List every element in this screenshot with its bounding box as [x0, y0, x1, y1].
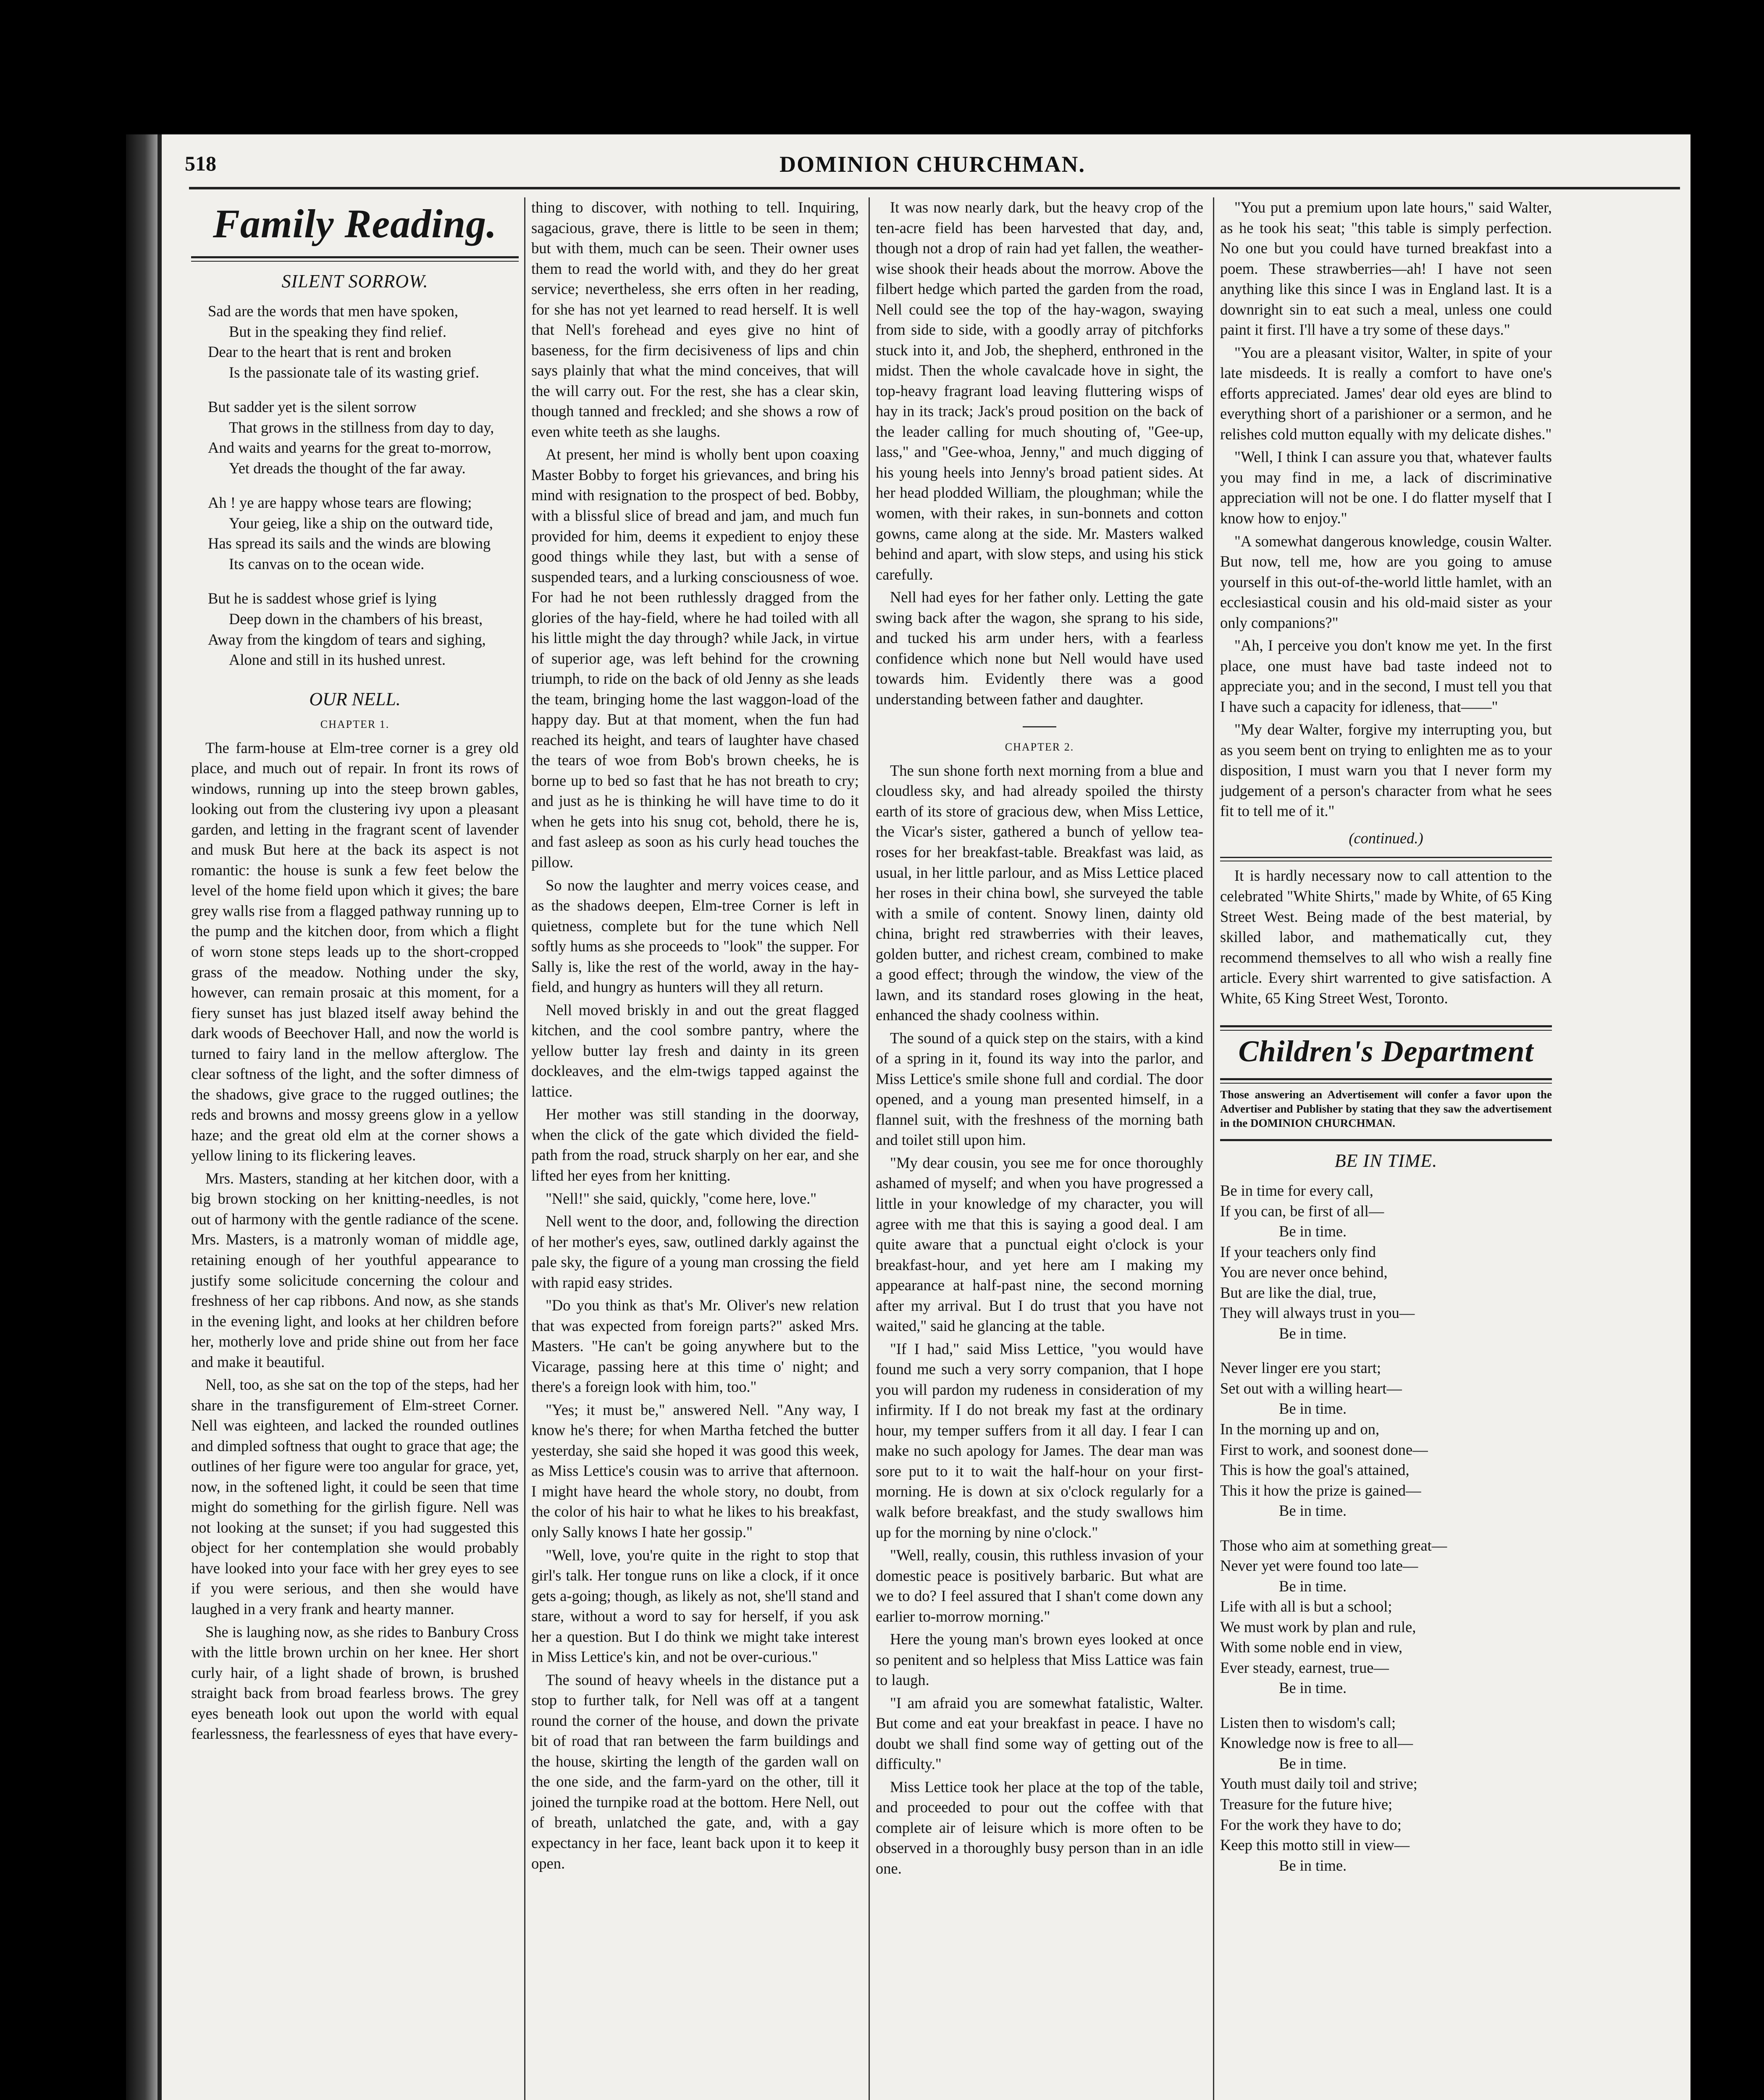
chapter-heading: CHAPTER 2. — [1005, 741, 1074, 753]
column-divider — [869, 197, 870, 2100]
poem-line: But in the speaking they find relief. — [229, 323, 446, 340]
poem-line: This it how the prize is gained— — [1220, 1481, 1421, 1499]
section-title-family-reading: Family Reading. — [213, 201, 497, 246]
poem-title: BE IN TIME. — [1334, 1150, 1438, 1171]
story-paragraph: "Ah, I perceive you don't know me yet. In the first place, one must have bad taste indeed not to appreciate you; and in the second, I must tell you that I have such a capacity for idleness, that——" — [1220, 637, 1552, 715]
story-paragraph: "My dear cousin, you see me for once thoroughly ashamed of myself; and when you have progressed a little in your knowledge of my character, you will agree with me that this is saying a good deal. I am quite aware that a punctual eight o'clock is your breakfast-hour, and yet here am I making my appearance at half-past nine, the second morning after my arrival. But I do trust that you have not waited," said he glancing at the table. — [876, 1154, 1203, 1335]
poem-line: That grows in the stillness from day to day, — [229, 418, 494, 436]
poem-line: Ah ! ye are happy whose tears are flowing; — [208, 494, 472, 512]
poem-stanza — [1220, 1713, 1552, 1876]
story-paragraph: So now the laughter and merry voices cease, and as the shadows deepen, Elm-tree Corner is left in quietness, complete but for the tune which Nell softly hums as she proceeds to "look" the supper. For Sally is, like the rest of the world, away in the hay-field, and hungry as hunters will they all return. — [531, 876, 859, 996]
story-paragraph: "If I had," said Miss Lettice, "you would have found me such a very sorry companion, that I hope you will pardon my rudeness in consideration of my infirmity. If I do not break my fast at the ordinary hour, my temper suffers from it all day. I fear I can make no such apology for James. The dear man was sore put to it to wait the half-hour on your first-morning. He is down at six o'clock regularly for a walk before breakfast, and the study swallows him up for the morning by nine o'clock." — [876, 1340, 1203, 1541]
story-paragraph: The farm-house at Elm-tree corner is a grey old place, and much out of repair. In front its rows of windows, running up into the steep brown gables, looking out from the clustering ivy upon a pleasant garden, and letting in the fragrant scent of lavender and musk But here at the back its aspect is not romantic: the house is sunk a few feet below the level of the home field upon which it gives; the bare grey walls rise from a flagged pathway running up to the pump and the kitchen door, from which a flight of worn stone steps leads up to the short-cropped grass of the meadow. Nothing under the sky, however, can remain prosaic at this moment, for a fiery sunset has just blazed itself away behind the dark woods of Beechover Hall, and now the world is turned to fairy land in the mellow afterglow. The clear softness of the light, and the softer dimness of the shadows, give grace to the rugged outlines; the reds and browns and mossy greens glow in a yellow haze; and the great old elm at the corner shows a yellow lining to its flickering leaves. — [191, 739, 519, 1164]
story-paragraph: She is laughing now, as she rides to Banbury Cross with the little brown urchin on her knee. Her short curly hair, of a light shade of brown, is brushed straight back from broad fearless brows. The grey eyes beneath look out upon the world with equal fearlessness, the fearlessness of eyes that have every- — [191, 1623, 519, 1743]
poem-line: Listen then to wisdom's call; — [1220, 1714, 1396, 1731]
story-paragraph: Here the young man's brown eyes looked at once so penitent and so helpless that Miss Lattice was fain to laugh. — [876, 1630, 1203, 1689]
chapter-heading: CHAPTER 1. — [320, 718, 390, 731]
story-paragraph: "Well, I think I can assure you that, whatever faults you may find in me, a lack of discriminative appreciation will not be one. I do flatter myself that I know how to enjoy." — [1220, 448, 1552, 527]
story-paragraph: thing to discover, with nothing to tell. Inquiring, sagacious, grave, there is little to be seen in them; but with them, much can be seen. Their owner uses them to read the world with, and they do her great service; nevertheless, she errs often in her reading, for she has not yet learned to read herself. It is well that Nell's forehead and eyes give no hint of baseness, for the firm decisiveness of lips and chin says plainly that what the mind conceives, that will the will carry out. For the rest, she has a clear skin, though tanned and freckled; and she shows a row of even white teeth as she laughs. — [531, 199, 859, 440]
story-paragraph: "Do you think as that's Mr. Oliver's new relation that was expected from foreign parts?" asked Mrs. Masters. "He can't be going anywhere but to the Vicarage, passing here at this time o' night; and there's a foreign look with him, too." — [531, 1297, 859, 1396]
poem-line: In the morning up and on, — [1220, 1420, 1380, 1438]
poem-line: Ever steady, earnest, true— — [1220, 1659, 1389, 1676]
story-paragraph: Nell moved briskly in and out the great flagged kitchen, and the cool sombre pantry, where the yellow butter lay fresh and dainty in its green dockleaves, and the elm-twigs tapped against the lattice. — [531, 1001, 859, 1100]
poem-line: Be in time. — [1279, 1856, 1347, 1874]
poem-line: Your geieg, like a ship on the outward tide, — [229, 514, 493, 532]
poem-line: Keep this motto still in view— — [1220, 1836, 1410, 1854]
continued-note: (continued.) — [1349, 829, 1423, 847]
story-paragraph: At present, her mind is wholly bent upon coaxing Master Bobby to forget his grievances, and bring his mind with resignation to the prospect of bed. Bobby, with a blissful slice of bread and jam, and much fun provided for him, deems it expedient to enjoy these good things while they last, but with a sense of suspended tears, and a lurking consciousness of woe. For had he not been ruthlessly dragged from the glories of the hay-field, where he had toiled with all his little might the day through? while Jack, in virtue of superior age, was left behind for the crowning triumph, to ride on the back of old Jenny as she leads the team, bringing home the last waggon-load of the happy day. But at that moment, when the fun had reached its height, and tears of laughter have chased the tears of woe from Bob's brown cheeks, he is borne up to bed so fast that he has not breath to cry; and just as he is thinking he will have time to do it when he gets into his snug cot, behold, there he is, and fast asleep as soon as his curly head touches the pillow. — [531, 446, 859, 871]
story-paragraph: Nell, too, as she sat on the top of the steps, had her share in the transfigurement of Elm-street Corner. Nell was eighteen, and lacked the rounded outlines and dimpled softness that ought to grace that age; the outlines of her figure were too angular for grace, yet, now, in the softened light, it could be seen that time might do something for the girlish figure. Nell was not looking at the sunset; if you had suggested this object for her contemplation she would probably have looked into your face with her grey eyes to see if you were serious, and then she would have laughed in a very frank and hearty manner. — [191, 1376, 519, 1618]
poem-line: Away from the kingdom of tears and sighing, — [208, 630, 486, 648]
poem-line: Dear to the heart that is rent and broken — [208, 343, 452, 361]
poem-line: Be in time. — [1279, 1324, 1347, 1342]
story-paragraph: "I am afraid you are somewhat fatalistic, Walter. But come and eat your breakfast in peace. I have no doubt we shall find some way of getting out of the difficulty." — [876, 1694, 1203, 1773]
poem-be-in-time — [1220, 1181, 1552, 1876]
poem-stanza — [191, 588, 519, 670]
column-divider — [524, 197, 525, 2100]
story-paragraph: "Yes; it must be," answered Nell. "Any way, I know he's there; for when Martha fetched the butter yesterday, she said she hoped it was good this week, as Miss Lettice's cousin was to arrive that afternoon. I might have heard the whole story, no doubt, from the color of his hair to what he likes to his breakfast, only Sally knows I hate her gossip." — [531, 1401, 859, 1541]
column-4 — [1220, 197, 1552, 1890]
story-paragraph: It was now nearly dark, but the heavy crop of the ten-acre field has been harvested that day, and, though not a drop of rain had yet fallen, the weather-wise shook their heads about the morrow. Above the filbert hedge which parted the garden from the road, Nell could see the top of the hay-wagon, swaying from side to side, with a goodly array of pitchforks stuck into it, and Job, the shepherd, enthroned in the midst. Then the whole cavalcade hove in sight, the top-heavy fragrant load leaving fluttering wisps of hay in its track; Jack's proud position on the back of the leader calling for much shouting of, "Gee-up, lass," and "Gee-whoa, Jenny," and much digging of his young heels into Jenny's broad patient sides. At her head plodded William, the ploughman; while the women, with their rakes, in sun-bonnets and cotton gowns, came along at the side. Mr. Masters walked behind and apart, with slow steps, and using his stick carefully. — [876, 199, 1203, 583]
poem-line: But sadder yet is the silent sorrow — [208, 398, 417, 416]
poem-line: Treasure for the future hive; — [1220, 1796, 1393, 1813]
poem-stanza — [191, 301, 519, 383]
advertisement — [1220, 866, 1552, 1008]
poem-line: Alone and still in its hushed unrest. — [229, 651, 446, 669]
poem-line: Be in time. — [1279, 1754, 1347, 1772]
advertiser-notice: Those answering an Advertisement will confer a favor upon the Advertiser and Publisher by stating that they saw the advertisement in the DOMINION CHURCHMAN. — [1220, 1088, 1552, 1129]
poem-line: You are never once behind, — [1220, 1263, 1388, 1281]
poem-line: Set out with a willing heart— — [1220, 1379, 1402, 1397]
poem-stanza — [1220, 1358, 1552, 1521]
poem-line: Never linger ere you start; — [1220, 1359, 1381, 1377]
poem-line: For the work they have to do; — [1220, 1816, 1402, 1833]
poem-line: Is the passionate tale of its wasting grief. — [229, 363, 480, 381]
story-paragraph: The sound of heavy wheels in the distance put a stop to further talk, for Nell was off at a tangent round the corner of the house, and down the private bit of road that ran between the farm buildings and the house, skirting the length of the garden wall on the one side, and the farm-yard on the other, till it joined the turnpike road at the bottom. Here Nell, out of breath, unlatched the gate, and, with a gay expectancy in her face, leant back upon it to keep it open. — [531, 1671, 859, 1872]
section-rule — [1220, 1139, 1552, 1141]
page-number: 518 — [185, 152, 216, 175]
story-paragraph: Mrs. Masters, standing at her kitchen door, with a big brown stocking on her knitting-needles, is not out of harmony with the gentle radiance of the scene. Mrs. Masters, is a matronly woman of middle age, retaining enough of her youthful appearance to justify some solicitude concerning the colour and freshness of her cap ribbons. And now, as she stands in the evening light, and looks at her children before her, motherly love and pride shine out from her face and make it beautiful. — [191, 1169, 519, 1370]
story-paragraph: Miss Lettice took her place at the top of the table, and proceeded to pour out the coffee with that complete air of leisure which is more often to be observed in a thoroughly busy person than in an idle one. — [876, 1778, 1203, 1877]
poem-line: Its canvas on to the ocean wide. — [229, 555, 425, 572]
poem-stanza — [1220, 1536, 1552, 1698]
poem-silent-sorrow — [191, 301, 519, 670]
story-paragraph: Her mother was still standing in the doorway, when the click of the gate which divided the field-path from the road, struck sharply on her ear, and she lifted her eyes from her knitting. — [531, 1105, 859, 1184]
poem-line: Deep down in the chambers of his breast, — [229, 610, 483, 628]
story-paragraph: Nell had eyes for her father only. Letting the gate swing back after the wagon, she sprang to his side, and tucked his arm under hers, with a fearless confidence which none but Nell would have used towards him. Evidently there was a good understanding between father and daughter. — [876, 588, 1203, 708]
story-paragraph: The sun shone forth next morning from a blue and cloudless sky, and had already spoiled the thirsty earth of its store of gracious dew, when Miss Lettice, the Vicar's sister, gathered a bunch of yellow tea-roses for her breakfast-table. Breakfast was laid, as usual, in her little parlour, and as Miss Lettice placed her roses in their china bowl, she surveyed the table with a smile of content. Snowy linen, dainty old china, bright red strawberries with their leaves, golden butter, and richest cream, combined to make a good effect; through the window, the view of the lawn, and its standard roses glowing in the heat, enhanced the shady coolness within. — [876, 761, 1203, 1024]
poem-stanza — [191, 397, 519, 478]
divider — [1023, 726, 1056, 727]
binding-gutter — [126, 134, 158, 2100]
poem-line: If you can, be first of all— — [1220, 1202, 1384, 1220]
header-rule — [189, 187, 1680, 189]
section-title-childrens-department: Children's Department — [1238, 1034, 1534, 1068]
poem-line: If your teachers only find — [1220, 1243, 1376, 1260]
poem-line: Be in time for every call, — [1220, 1182, 1373, 1200]
poem-line: Life with all is but a school; — [1220, 1598, 1392, 1615]
story-paragraph: "My dear Walter, forgive my interrupting you, but as you seem bent on trying to enlighten me as to your disposition, I must warn you that I never form my judgement of a person's character from what he sees fit to tell me of it." — [1220, 721, 1552, 820]
masthead: DOMINION CHURCHMAN. — [780, 152, 1085, 177]
story-paragraph: The sound of a quick step on the stairs, with a kind of a spring in it, found its way into the parlor, and Miss Lettice's smile shone full and cordial. The door opened, and a young man presented himself, in a flannel suit, with the freshness of the morning bath and toilet still upon him. — [876, 1029, 1203, 1149]
section-rule — [1220, 1025, 1552, 1031]
poem-line: But are like the dial, true, — [1220, 1284, 1376, 1301]
poem-line: Yet dreads the thought of the far away. — [229, 459, 466, 477]
poem-line: Those who aim at something great— — [1220, 1536, 1447, 1554]
poem-line: Knowledge now is free to all— — [1220, 1734, 1413, 1752]
poem-line: Be in time. — [1279, 1577, 1347, 1595]
story-title: OUR NELL. — [309, 688, 401, 709]
story-paragraph: "You put a premium upon late hours," said Walter, as he took his seat; "this table is simply perfection. No one but you could have turned breakfast into a poem. These strawberries—ah! I have not seen anything like this since I was in England last. It is a downright sin to eat such a meal, unless one could paint it first. I'll have a try some of these days." — [1220, 199, 1552, 339]
poem-line: We must work by plan and rule, — [1220, 1618, 1416, 1635]
poem-stanza — [1220, 1181, 1552, 1344]
poem-line: And waits and yearns for the great to-morrow, — [208, 439, 491, 457]
advertisement-text: It is hardly necessary now to call attention to the celebrated "White Shirts," made by White, of 65 King Street West. Being made of the best material, by skilled labor, and mathematically cut, they recommend themselves to all who wish a really fine article. Every shirt warrented to give satisfaction. A White, 65 King Street West, Toronto. — [1220, 867, 1552, 1007]
poem-line: First to work, and soonest done— — [1220, 1441, 1428, 1458]
poem-line: Be in time. — [1279, 1223, 1347, 1240]
section-rule — [191, 256, 519, 262]
column-3 — [876, 197, 1203, 1882]
story-paragraph: "You are a pleasant visitor, Walter, in spite of your late misdeeds. It is really a comfort to have one's efforts appreciated. James' dear old eyes are blind to everything short of a parishioner or a sermon, and he relishes cold mutton equally with my delicate dishes." — [1220, 344, 1552, 443]
story-paragraph: "Well, love, you're quite in the right to stop that girl's talk. Her tongue runs on like a clock, if it once gets a-going; though, as likely as not, she'll stand and stare, without a word to say for herself, if you ask her a question. But I do think we might take interest in Miss Lettice's kin, and not be over-curious." — [531, 1546, 859, 1666]
poem-line: With some noble end in view, — [1220, 1638, 1403, 1656]
poem-line: Has spread its sails and the winds are blowing — [208, 535, 491, 552]
story-paragraph: "Well, really, cousin, this ruthless invasion of your domestic peace is positively barbaric. But what are we to do? I feel assured that I shan't come down any earlier to-morrow morning." — [876, 1546, 1203, 1625]
poem-line: Be in time. — [1279, 1400, 1347, 1418]
story-paragraph: Nell went to the door, and, following the direction of her mother's eyes, saw, outlined darkly against the pale sky, the figure of a young man crossing the field with rapid easy strides. — [531, 1213, 859, 1291]
column-2 — [531, 197, 859, 1876]
poem-title: SILENT SORROW. — [281, 270, 428, 291]
poem-line: Sad are the words that men have spoken, — [208, 302, 458, 320]
poem-line: Never yet were found too late— — [1220, 1557, 1418, 1575]
story-paragraph: "Nell!" she said, quickly, "come here, love." — [546, 1189, 817, 1207]
poem-line: But he is saddest whose grief is lying — [208, 590, 437, 607]
column-divider — [1213, 197, 1214, 2100]
poem-stanza — [191, 493, 519, 574]
poem-line: Youth must daily toil and strive; — [1220, 1775, 1418, 1793]
section-rule — [1220, 1078, 1552, 1084]
poem-line: This is how the goal's attained, — [1220, 1461, 1410, 1479]
section-rule — [1220, 857, 1552, 861]
story-paragraph: "A somewhat dangerous knowledge, cousin Walter. But now, tell me, how are you going to amuse yourself in this out-of-the-world little hamlet, with an ecclesiastical cousin and his old-maid sister as your only companions?" — [1220, 532, 1552, 631]
poem-line: Be in time. — [1279, 1679, 1347, 1697]
poem-line: They will always trust in you— — [1220, 1304, 1415, 1322]
column-1 — [191, 197, 519, 1747]
page-header — [185, 147, 1680, 185]
poem-line: Be in time. — [1279, 1502, 1347, 1520]
